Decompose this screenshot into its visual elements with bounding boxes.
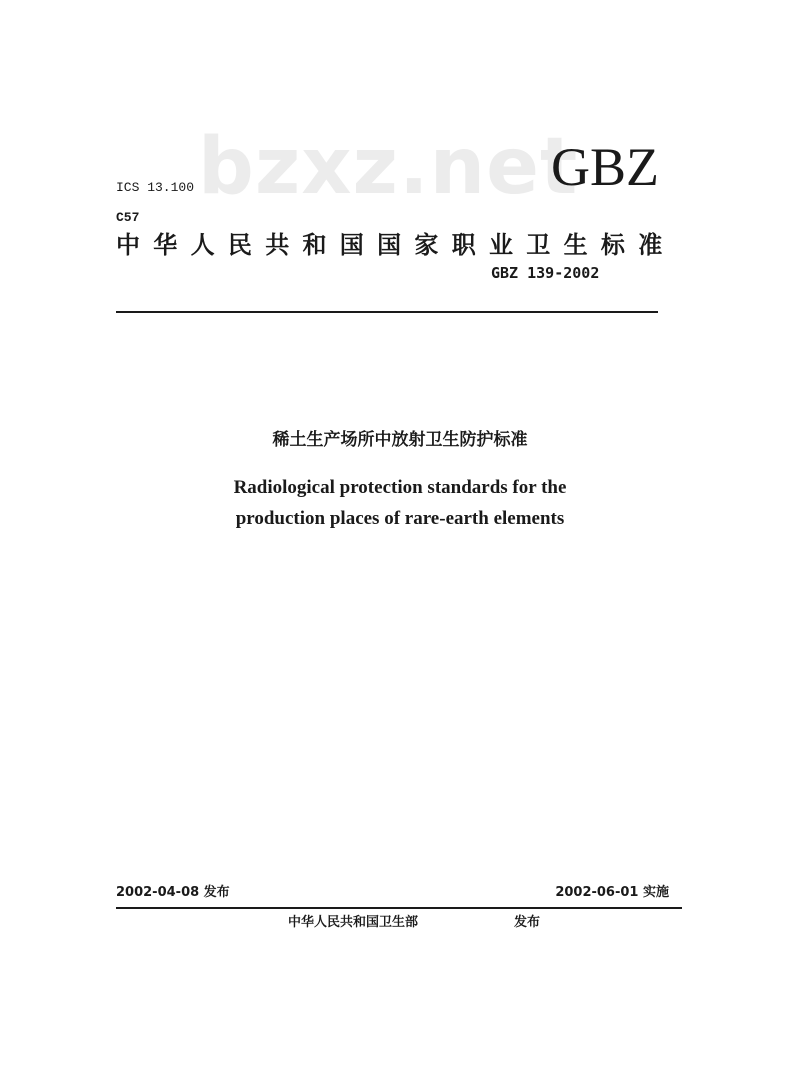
footer-divider (116, 907, 682, 909)
issue-date: 2002-04-08 发布 (116, 885, 230, 900)
standard-category-title: 中华人民共和国国家职业卫生标准 (116, 231, 676, 259)
header-divider (116, 311, 658, 313)
watermark-text: bzxz.net (198, 122, 579, 212)
gbz-logo: GBZ (551, 137, 659, 197)
ccs-code: C57 (116, 210, 140, 225)
implementation-date: 2002-06-01 实施 (555, 885, 669, 900)
document-title-english-line1: Radiological protection standards for the (233, 477, 567, 498)
ics-code: ICS 13.100 (116, 180, 195, 195)
document-title-english-line2: production places of rare-earth elements (235, 508, 565, 529)
issuing-action: 发布 (514, 915, 541, 930)
standard-number: GBZ 139-2002 (491, 264, 600, 282)
document-title-chinese: 稀土生产场所中放射卫生防护标准 (272, 430, 528, 450)
issuing-authority: 中华人民共和国卫生部 (288, 915, 419, 930)
